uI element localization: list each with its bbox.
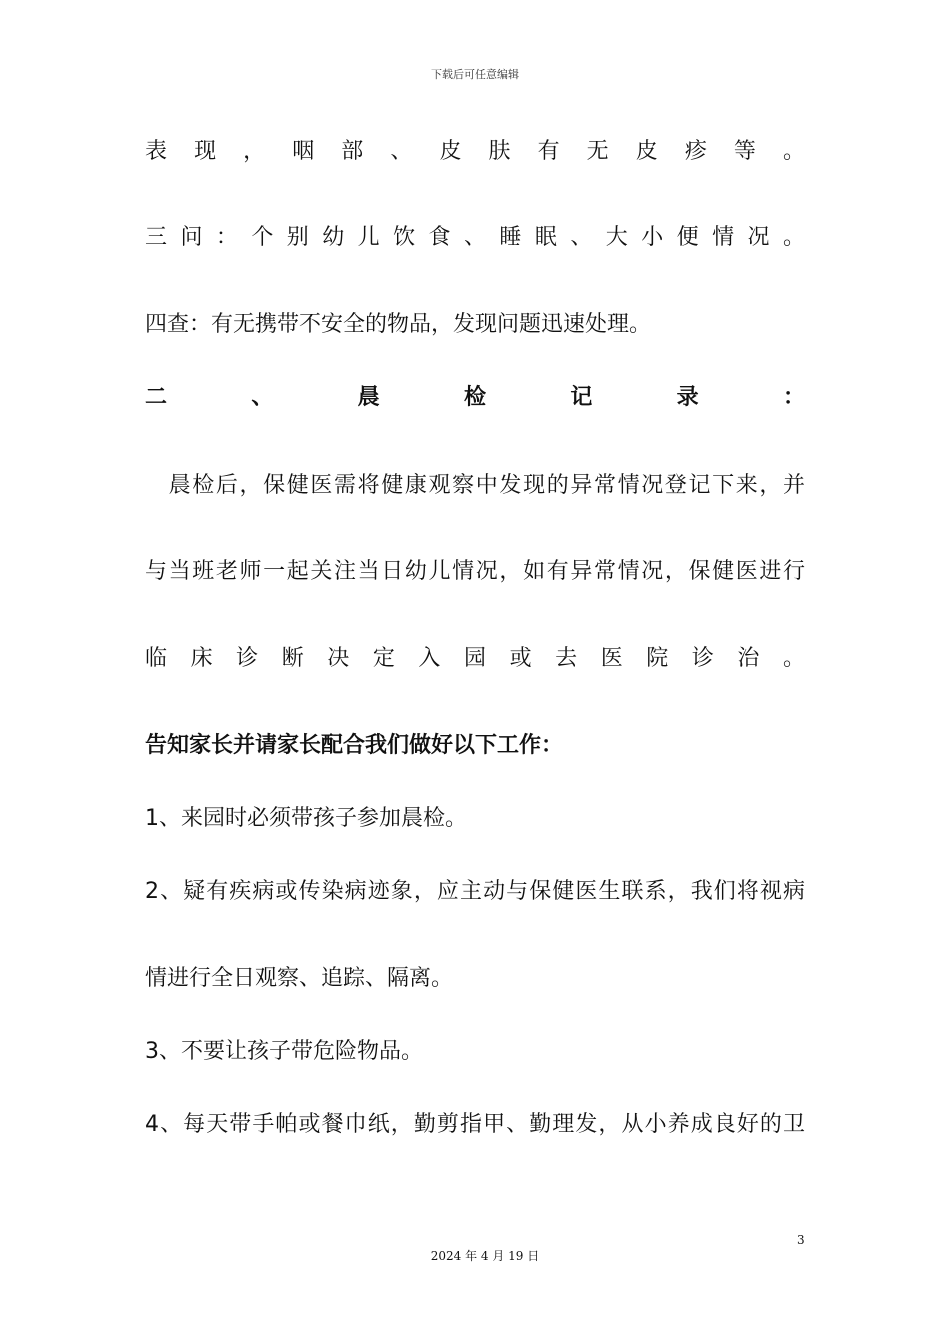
list-item-1: 1、来园时必须带孩子参加晨检。 — [145, 806, 467, 831]
page-number: 3 — [797, 1233, 805, 1247]
paragraph-line-5: 晨检后，保健医需将健康观察中发现的异常情况登记下来，并 — [145, 473, 805, 498]
section-heading: 二 、 晨 检 记 录 ： — [145, 385, 805, 410]
paragraph-line-2: 三 问 ： 个 别 幼 儿 饮 食 、 睡 眠 、 大 小 便 情 况 。 — [145, 225, 805, 250]
paragraph-line-1: 表 现 ， 咽 部 、 皮 肤 有 无 皮 疹 等 。 — [145, 139, 805, 164]
footer-date: 2024 年 4 月 19 日 — [430, 1249, 540, 1263]
paragraph-line-6: 与当班老师一起关注当日幼儿情况，如有异常情况，保健医进行 — [145, 559, 805, 584]
list-item-2-continued: 情进行全日观察、追踪、隔离。 — [145, 966, 454, 991]
paragraph-line-3: 四查：有无携带不安全的物品，发现问题迅速处理。 — [145, 312, 652, 337]
list-item-3: 3、不要让孩子带危险物品。 — [145, 1039, 423, 1064]
page-header: 下载后可任意编辑 — [431, 68, 519, 81]
notice-heading: 告知家长并请家长配合我们做好以下工作： — [145, 733, 564, 758]
list-item-2: 2、疑有疾病或传染病迹象，应主动与保健医生联系，我们将视病 — [145, 879, 805, 904]
paragraph-line-7: 临 床 诊 断 决 定 入 园 或 去 医 院 诊 治 。 — [145, 646, 805, 671]
list-item-4: 4、每天带手帕或餐巾纸，勤剪指甲、勤理发，从小养成良好的卫 — [145, 1112, 805, 1137]
